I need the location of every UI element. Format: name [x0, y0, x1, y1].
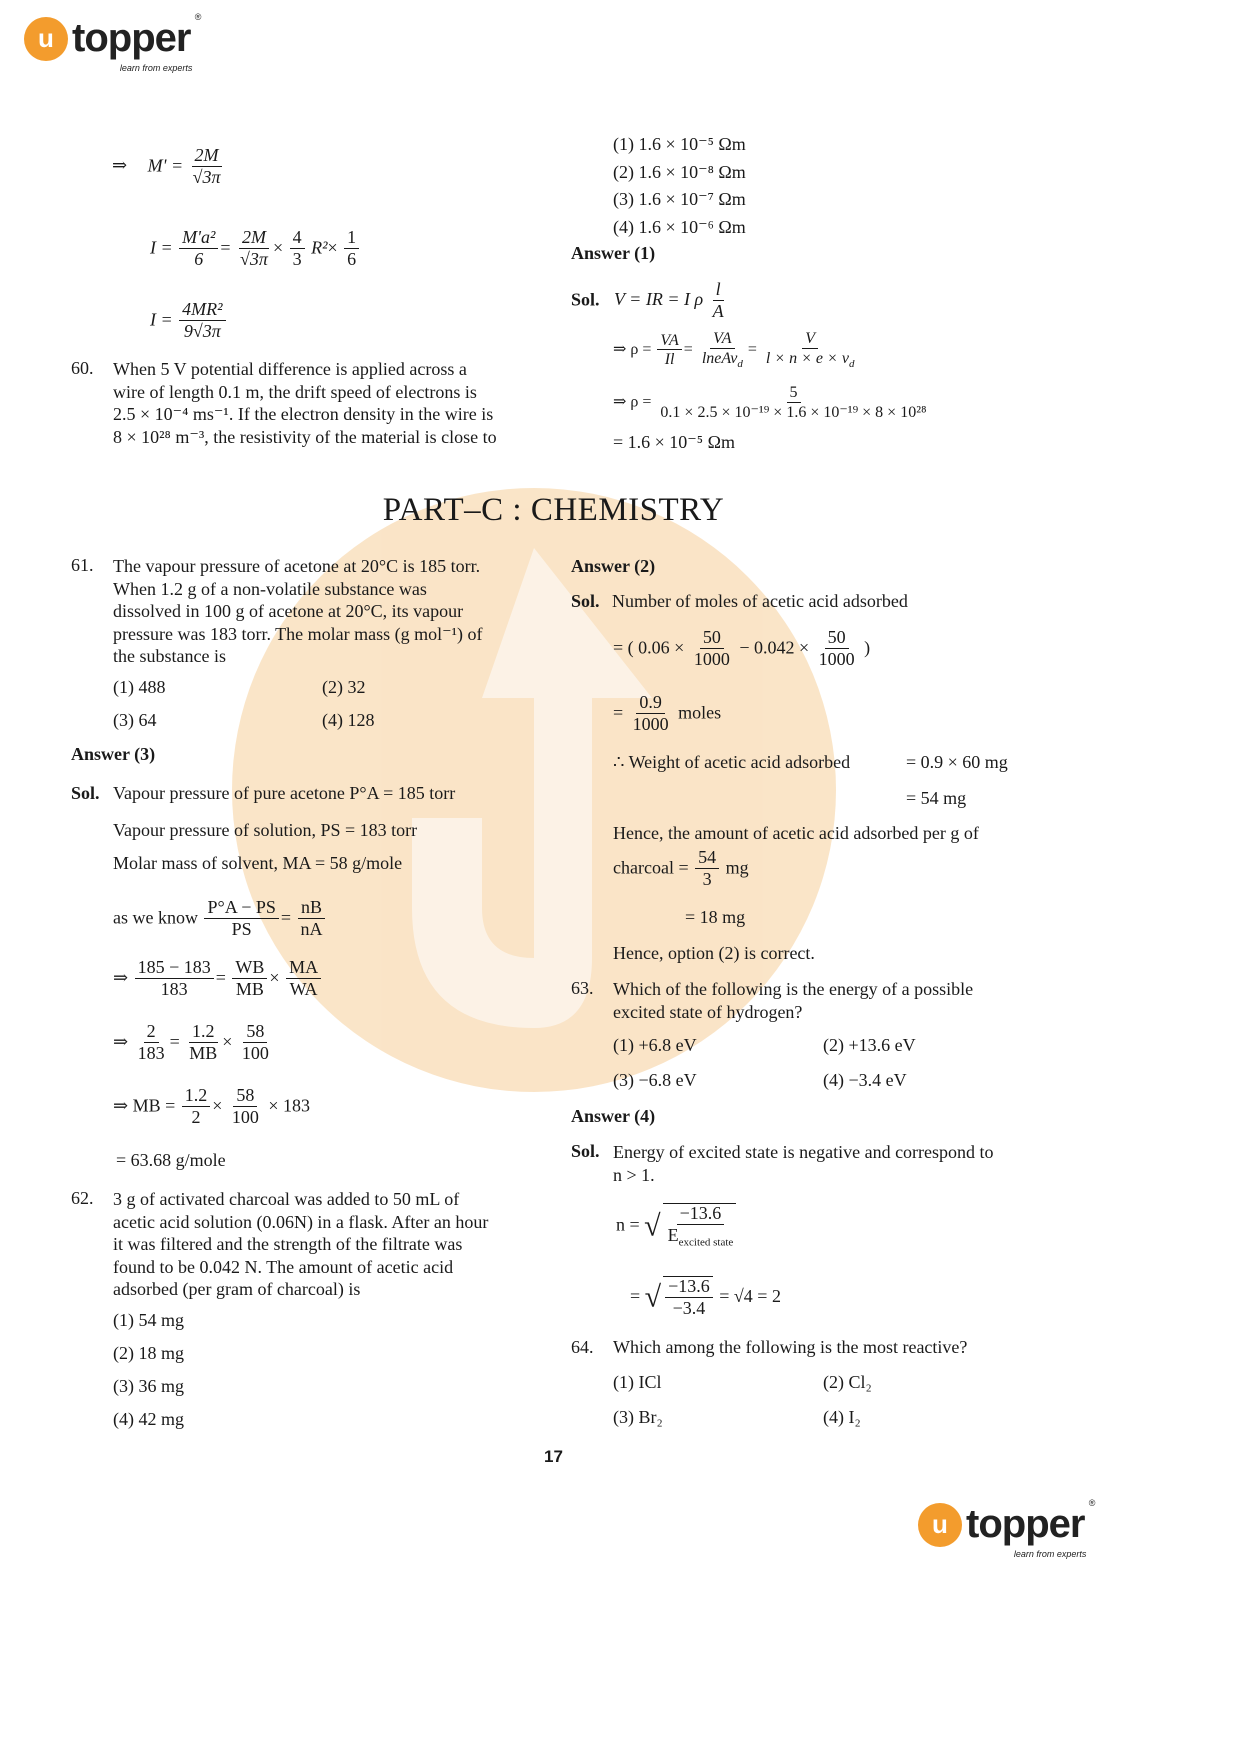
q60-options [613, 131, 746, 241]
rho2-den: 0.1 × 2.5 × 10⁻¹⁹ × 1.6 × 10⁻¹⁹ × 8 × 10²⁸ [660, 403, 927, 421]
brand-logo-top [24, 12, 201, 73]
q62-line: 3 g of activated charcoal was added to 50 mL of [113, 1189, 460, 1209]
i-f2-num: 2M [239, 228, 269, 249]
q61-option: (2) 32 [322, 677, 366, 697]
i-final-lhs: I = [150, 309, 173, 330]
q61-option: (3) 64 [113, 710, 157, 730]
q61-know-label: as we know [113, 907, 198, 928]
q60-line: 8 × 10²⁸ m⁻³, the resistivity of the material is close to [113, 426, 497, 447]
q61-sol-label: Sol. [71, 783, 100, 803]
q62-line: adsorbed (per gram of charcoal) is [113, 1279, 361, 1299]
q63-option: (3) −6.8 eV [613, 1070, 697, 1090]
i-r2: R² [311, 237, 328, 258]
q63-option: (2) +13.6 eV [823, 1035, 916, 1055]
s1-mden: WA [289, 978, 318, 999]
s3-num: 1.2 [182, 1086, 211, 1107]
q64-number: 64. [571, 1337, 594, 1357]
q61-answer: Answer (3) [71, 744, 156, 764]
i-f4-num: 1 [344, 228, 359, 249]
s2-num: 2 [144, 1022, 159, 1043]
q64-option: (3) Br₂ [613, 1407, 663, 1427]
q63-n2-eq: = √ $\frac{-13.6}{-3.4}$ = √4 = 2 [630, 1276, 781, 1318]
q60-sol-den: A [712, 300, 724, 321]
q61-know-num: P°A − PS [204, 898, 278, 919]
n-den-sub: excited state [678, 1236, 734, 1249]
rho1-f2-num: VA [710, 330, 734, 349]
e1-a: 0.06 × [638, 637, 685, 658]
s1-den: 183 [160, 978, 188, 999]
rho1-f1-num: VA [657, 332, 681, 351]
s2-mden: 100 [241, 1042, 269, 1063]
q62-option: (3) 36 mg [113, 1376, 184, 1396]
q62-hence2: Hence, option (2) is correct. [613, 943, 815, 963]
s1-num: 185 − 183 [135, 958, 214, 979]
rho1-f1-den: Il [664, 351, 675, 369]
q64-text: Which among the following is the most reactive? [613, 1337, 968, 1357]
q61-step1: ⇒ $\frac{185 - 183}{183}$ = $\frac{WB}{MB}$ × $\frac{MA}{WA}$ [113, 958, 323, 1000]
e1-b-num: 50 [825, 628, 849, 649]
q60-result: = 1.6 × 10⁻⁵ Ωm [613, 432, 735, 452]
brand-mark-icon: u [918, 1503, 962, 1547]
e1-a-den: 1000 [693, 648, 730, 669]
section-title: PART–C : CHEMISTRY [382, 492, 725, 528]
n2-den: −3.4 [672, 1297, 706, 1318]
q60-option: (1) 1.6 × 10⁻⁵ Ωm [613, 134, 746, 154]
s1-wden: MB [235, 978, 264, 999]
q60-option: (4) 1.6 × 10⁻⁶ Ωm [613, 216, 746, 237]
rho1-f2-den: lneAv [701, 349, 738, 367]
q60-rho-eq2 [613, 384, 932, 422]
i-f1-den: 6 [194, 248, 204, 269]
s1-wnum: WB [232, 958, 267, 979]
brand-logo-bottom [918, 1498, 1095, 1559]
q64-option: (2) Cl₂ [823, 1372, 872, 1392]
rho1-f3-num: V [802, 330, 818, 349]
brand-wordmark [966, 1498, 1095, 1559]
i-lhs: I = [150, 237, 173, 258]
m-prime-den: √3π [192, 166, 221, 187]
ch-num: 54 [695, 848, 719, 869]
q64-option: (4) I₂ [823, 1407, 861, 1427]
s2-wnum: 1.2 [189, 1022, 218, 1043]
s3-mnum: 58 [233, 1086, 257, 1107]
q60-answer: Answer (1) [571, 243, 656, 263]
q62-weight-label: ∴ Weight of acetic acid adsorbed [613, 752, 851, 772]
q62-line: acetic acid solution (0.06N) in a flask. After an hour [113, 1211, 489, 1232]
brand-mark-icon: u [24, 17, 68, 61]
m-prime-lhs: M' = [147, 155, 184, 176]
rho1-f3-den: l × n × e × v [765, 349, 849, 367]
s2-den: 183 [137, 1042, 165, 1063]
n-den: E [667, 1224, 679, 1245]
q61-step2: ⇒ $\frac{2}{183}$ = $\frac{1.2}{MB}$ × $\frac{58}{100}$ [113, 1022, 274, 1064]
n2-lhs: = [630, 1285, 641, 1306]
brand-name: topper [72, 16, 191, 60]
i-f2-den: √3π [240, 248, 268, 269]
q61-know-rden: nA [300, 918, 323, 939]
registered-mark: ® [1088, 1498, 1095, 1508]
ch-den: 3 [702, 868, 712, 889]
e2-den: 1000 [632, 713, 669, 734]
i-expression: I = $\frac{\text{M'a²}}{6}$ = $\frac{2M}{√3\pi}$ × $\frac{4}{3}$ R²× $\frac{1}{6}$ [150, 228, 361, 270]
page-number: 17 [544, 1447, 563, 1466]
q61-line: When 1.2 g of a non-volatile substance was [113, 578, 427, 599]
s2-wden: MB [189, 1042, 218, 1063]
q60-option: (2) 1.6 × 10⁻⁸ Ωm [613, 161, 746, 182]
q63-text [613, 978, 1038, 1023]
e1-a-num: 50 [700, 628, 724, 649]
i-f4-den: 6 [347, 248, 357, 269]
n2-num: −13.6 [665, 1277, 713, 1298]
brand-tagline: learn from experts [119, 63, 193, 73]
q62-sol [571, 591, 908, 612]
q62-ch-result: = 18 mg [685, 907, 746, 927]
q61-step3: ⇒ MB = $\frac{1.2}{2}$ × $\frac{58}{100}$ × 183 [113, 1085, 311, 1127]
q60-line: wire of length 0.1 m, the drift speed of electrons is [113, 381, 477, 402]
q63-sol-label: Sol. [571, 1141, 600, 1161]
q61-number: 61. [71, 555, 94, 575]
q60-line: 2.5 × 10⁻⁴ ms⁻¹. If the electron density in the wire is [113, 404, 494, 424]
q62-option: (1) 54 mg [113, 1310, 184, 1330]
n2-tail: = √4 = 2 [719, 1285, 781, 1306]
q62-option: (2) 18 mg [113, 1343, 184, 1363]
q62-eq2: = $\frac{0.9}{1000}$ moles [613, 692, 722, 734]
q61-line: the substance is [113, 646, 226, 666]
q61-sol-line: Vapour pressure of pure acetone P°A = 185 torr [113, 783, 456, 803]
brand-wordmark [72, 12, 201, 73]
q60-number: 60. [71, 358, 94, 378]
q61-sol-line: Vapour pressure of solution, PS = 183 torr [113, 820, 418, 840]
q60-line: When 5 V potential difference is applied across a [113, 359, 467, 379]
q63-answer: Answer (4) [571, 1106, 656, 1126]
brand-tagline: learn from experts [1013, 1549, 1087, 1559]
q61-know-den: PS [231, 918, 252, 939]
e2-num: 0.9 [636, 693, 665, 714]
q60-rho-eq1: ⇒ ρ = $\frac{VA}{Il}$ = $\frac{VA}{lneAv_d}$ = $\frac{V}{l \times n \times e \times v_d}$ [613, 330, 855, 370]
i-final-num: 4MR² [179, 300, 225, 321]
q61-line: pressure was 183 torr. The molar mass (g mol⁻¹) of [113, 623, 483, 644]
e2-unit: moles [678, 702, 722, 723]
q63-number: 63. [571, 978, 594, 998]
q60-option: (3) 1.6 × 10⁻⁷ Ωm [613, 189, 746, 210]
s1-mnum: MA [286, 958, 321, 979]
e1-b: − 0.042 × [739, 637, 810, 658]
charcoal-label: charcoal = [613, 857, 689, 878]
rho1-lhs: ⇒ ρ = [613, 341, 652, 359]
q62-line: it was filtered and the strength of the filtrate was [113, 1234, 463, 1254]
q62-text [113, 1188, 538, 1301]
q61-sol-line: Molar mass of solvent, MA = 58 g/mole [113, 853, 403, 873]
q61-text [113, 555, 538, 668]
q62-hence1: Hence, the amount of acetic acid adsorbed per g of [613, 823, 979, 843]
i-final-den: 9√3π [183, 320, 221, 341]
q63-n-eq: n = √ $\frac{-13.6}{E_{excited state}}$ [616, 1203, 738, 1250]
rho2-num: 5 [787, 384, 801, 403]
n-num: −13.6 [677, 1204, 725, 1225]
q61-line: The vapour pressure of acetone at 20°C is 185 torr. [113, 556, 481, 576]
q60-sol-num: l [713, 280, 724, 301]
q62-weight-val1: = 0.9 × 60 mg [906, 752, 1008, 772]
q62-option: (4) 42 mg [113, 1409, 184, 1429]
q62-sol-text: Number of moles of acetic acid adsorbed [612, 591, 908, 611]
q63-sol-line: Energy of excited state is negative and correspond to [613, 1142, 994, 1162]
i-f3-den: 3 [292, 248, 302, 269]
q60-sol-line1 [571, 280, 729, 322]
s3-mden: 100 [231, 1106, 259, 1127]
q60-text [113, 358, 538, 448]
brand-name: topper [966, 1502, 1085, 1546]
s3-tail: × 183 [268, 1095, 311, 1116]
s3-den: 2 [191, 1106, 201, 1127]
q63-line: excited state of hydrogen? [613, 1001, 803, 1022]
q60-sol-label: Sol. [571, 289, 600, 310]
q62-answer: Answer (2) [571, 556, 656, 576]
q61-know-eq: as we know $\frac{P^\circ A - PS}{PS}$ = $\frac{nB}{nA}$ [113, 898, 328, 940]
q61-line: dissolved in 100 g of acetone at 20°C, its vapour [113, 601, 464, 621]
q63-sol-text [613, 1141, 1038, 1186]
q63-line: Which of the following is the energy of a possible [613, 979, 974, 999]
s2-mnum: 58 [243, 1022, 267, 1043]
q62-weight-val2: = 54 mg [906, 788, 967, 808]
q61-option: (1) 488 [113, 677, 166, 697]
ch-unit: mg [725, 857, 749, 878]
i-final [150, 300, 228, 342]
q63-option: (4) −3.4 eV [823, 1070, 907, 1090]
q61-result: = 63.68 g/mole [116, 1150, 226, 1170]
n-lhs: n = [616, 1214, 640, 1235]
m-prime-equation: ⇒ M' = $\frac{2M}{√3\pi}$ [112, 146, 226, 188]
q60-sol-eq: V = IR = I ρ [614, 289, 704, 310]
i-f3-num: 4 [290, 228, 305, 249]
q62-charcoal-eq [613, 848, 749, 890]
q62-line: found to be 0.042 N. The amount of acetic acid [113, 1256, 454, 1277]
q63-option: (1) +6.8 eV [613, 1035, 697, 1055]
e1-b-den: 1000 [818, 648, 855, 669]
q61-option: (4) 128 [322, 710, 375, 730]
q61-know-rnum: nB [298, 898, 325, 919]
q62-number: 62. [71, 1188, 94, 1208]
s3-lhs: ⇒ MB = [113, 1095, 176, 1116]
q63-sol-line: n > 1. [613, 1164, 655, 1185]
m-prime-num: 2M [192, 146, 222, 167]
q62-sol-label: Sol. [571, 591, 600, 611]
registered-mark: ® [194, 12, 201, 22]
q64-option: (1) ICl [613, 1372, 662, 1392]
rho2-lhs: ⇒ ρ = [613, 393, 652, 411]
q62-eq1: = ( 0.06 × $\frac{50}{1000}$ − 0.042 × $\frac{50}{1000}$ ) [613, 627, 871, 669]
i-f1-num: M'a² [179, 228, 218, 249]
